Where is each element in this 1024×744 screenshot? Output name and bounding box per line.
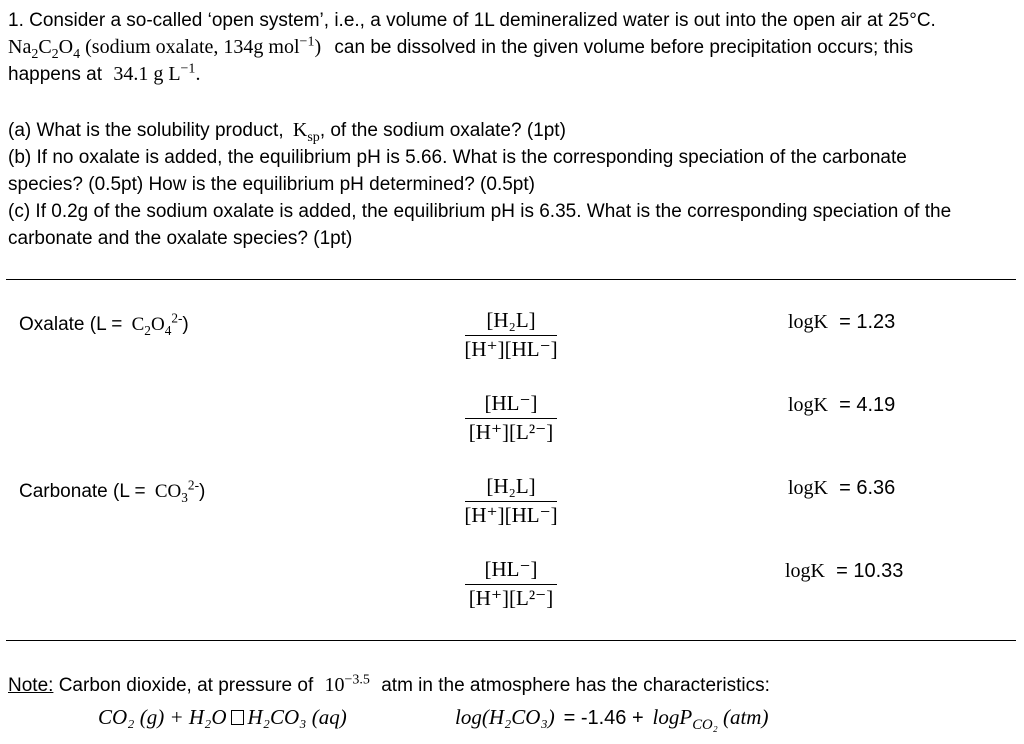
question-a: (a) What is the solubility product, $K_{sp}$, of the sodium oxalate? (1pt)	[8, 119, 566, 145]
logk-oxalate-2: logK = 4.19	[788, 394, 896, 416]
fraction-carbonate-1: [H₂L] [H⁺][HL⁻]	[464, 474, 558, 527]
equilibrium-arrow-placeholder-icon	[231, 710, 244, 725]
problem-intro-line3: happens at 34.1 g $L^{-1}$.	[8, 61, 201, 85]
fraction-oxalate-1: [H₂L] [H⁺][HL⁻]	[464, 308, 558, 361]
sodium-oxalate-formula: $Na_2C_2O_4$ (sodium oxalate, 134g mol$^{-1}$)	[8, 34, 322, 62]
logk-carbonate-2: logK = 10.33	[785, 560, 904, 582]
note-line: Note: Carbon dioxide, at pressure of $10^{-3.5}$ atm in the atmosphere has the characteristics:	[8, 672, 770, 696]
table-bottom-rule	[6, 640, 1016, 641]
carbonate-label: Carbonate $(L = CO_3^{2-})$	[19, 477, 206, 505]
fraction-carbonate-2: [HL⁻] [H⁺][L²⁻]	[446, 557, 576, 611]
logk-oxalate-1: logK = 1.23	[788, 311, 896, 333]
question-c-line1: (c) If 0.2g of the sodium oxalate is added, the equilibrium pH is 6.35. What is the corresponding speciation of the	[8, 201, 952, 222]
logk-carbonate-1: logK = 6.36	[788, 477, 896, 499]
table-top-rule	[6, 279, 1016, 280]
question-c-line2: carbonate and the oxalate species? (1pt)	[8, 228, 353, 249]
question-b-line1: (b) If no oxalate is added, the equilibrium pH is 5.66. What is the corresponding speciation of the carbonate	[8, 147, 907, 168]
problem-intro-line1: 1. Consider a so-called ‘open system’, i.e., a volume of 1L demineralized water is out into the open air at 25°C.	[8, 10, 936, 31]
oxalate-label: Oxalate $(L = C_2O_4^{2-})$	[19, 310, 189, 338]
co2-equilibrium-equation: CO₂ (g) + H₂O H₂CO₃ (aq)	[98, 705, 347, 729]
note-label: Note:	[8, 675, 54, 696]
co2-log-relation: log(H₂CO₃) = -1.46 + logP$_{CO_2}$ (atm)	[455, 705, 769, 734]
fraction-oxalate-2: [HL⁻] [H⁺][L²⁻]	[446, 391, 576, 445]
problem-intro-line2: $Na_2C_2O_4$ (sodium oxalate, 134g mol$^{-1}$) can be dissolved in the given volume before precipitation occurs; this	[8, 34, 914, 62]
question-b-line2: species? (0.5pt) How is the equilibrium pH determined? (0.5pt)	[8, 174, 535, 195]
